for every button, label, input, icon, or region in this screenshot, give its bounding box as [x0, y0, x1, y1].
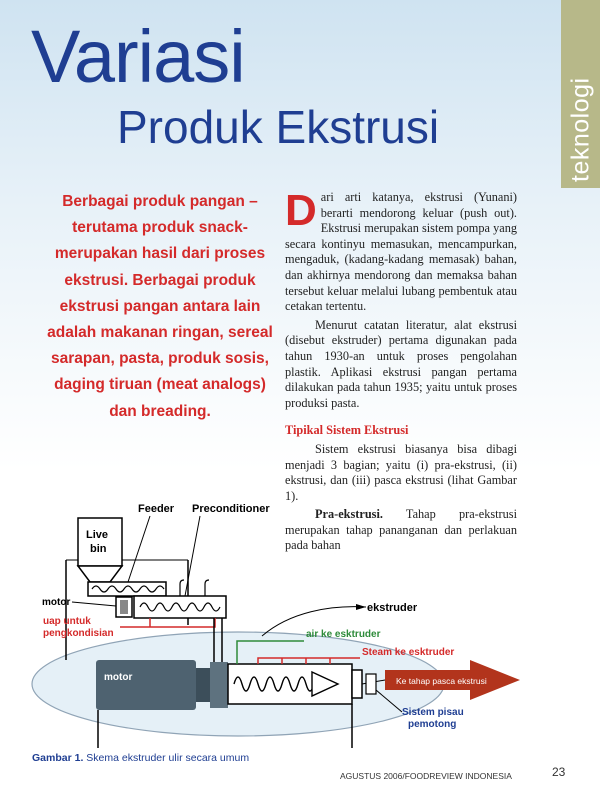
main-motor	[96, 660, 196, 710]
lead-paragraph: Berbagai produk pangan –terutama produk snack- merupakan hasil dari proses ekstrusi. Berbagai produk ekstrusi pangan antara lain adalah makanan ringan, sereal sarapan, pasta, produk sosis, daging tiruan (meat analogs) dan breading.	[47, 193, 273, 420]
title-line-2: Produk Ekstrusi	[117, 101, 440, 153]
uap-label-2: pengkondisian	[43, 628, 114, 639]
cutter	[366, 674, 376, 694]
preconditioner-label: Preconditioner	[192, 503, 270, 515]
pisau-label-1: Sistem pisau	[402, 707, 464, 718]
air-label: air ke esktruder	[306, 629, 381, 640]
feeder-label: Feeder	[138, 503, 175, 515]
subheading: Tipikal Sistem Ekstrusi	[285, 423, 409, 438]
motor-top-label: motor	[42, 597, 71, 608]
figure-caption	[32, 752, 249, 764]
paragraph-4-lead: Pra-ekstrusi.	[315, 507, 383, 522]
live-bin-label-1: Live	[86, 529, 109, 541]
paragraph-2: Menurut catatan literatur, alat ekstrusi (disebut ekstruder) pertama digunakan pada tahun 1930-an untuk proses pengolahan plastik. Aplikasi ekstrusi pangan pertama dilakukan pada tahun 1935; yaitu untuk proses produksi pasta.	[285, 317, 517, 410]
extruder-diagram	[0, 490, 600, 752]
motor-main-label: motor	[104, 672, 133, 683]
pasca-label: Ke tahap pasca ekstrusi	[396, 676, 487, 686]
live-bin-label-2: bin	[90, 543, 107, 555]
uap-label-1: uap untuk	[43, 616, 91, 627]
paragraph-4-text: Tahap pra-ekstrusi merupakan tahap pananganan dan perlakuan pada bahan	[285, 507, 517, 553]
paragraph-1	[285, 186, 517, 315]
caption-text: Skema ekstruder ulir secara umum	[83, 752, 250, 764]
pisau-label-2: pemotong	[408, 719, 457, 730]
drop-cap: D	[285, 186, 317, 235]
footer-issue: AGUSTUS 2006/FOODREVIEW INDONESIA	[340, 771, 512, 781]
title-line-1: Variasi	[31, 15, 245, 98]
ekstruder-label: ekstruder	[367, 602, 418, 614]
paragraph-3: Sistem ekstrusi biasanya bisa dibagi menjadi 3 bagian; yaitu (i) pra-ekstrusi, (ii) ekstrusi, dan (iii) pasca ekstrusi (lihat Gambar 1).	[285, 441, 517, 503]
caption-label: Gambar 1.	[32, 752, 84, 764]
live-bin	[78, 518, 122, 566]
paragraph-1-text: ari arti katanya, ekstrusi (Yunani) berarti mendorong keluar (push out). Ekstrusi merupakan sistem pompa yang secara kontinyu memasukan, mencampurkan, mengaduk, (kadang-kadang memasak) bahan, dan akhirnya mendorong dan memaksa bahan tersebut keluar melalui lubang pembentuk atau cetakan tertentu.	[285, 190, 517, 314]
page-number: 23	[552, 765, 566, 779]
section-tab-label: teknologi	[566, 77, 595, 182]
steam-label: Steam ke esktruder	[362, 647, 455, 658]
